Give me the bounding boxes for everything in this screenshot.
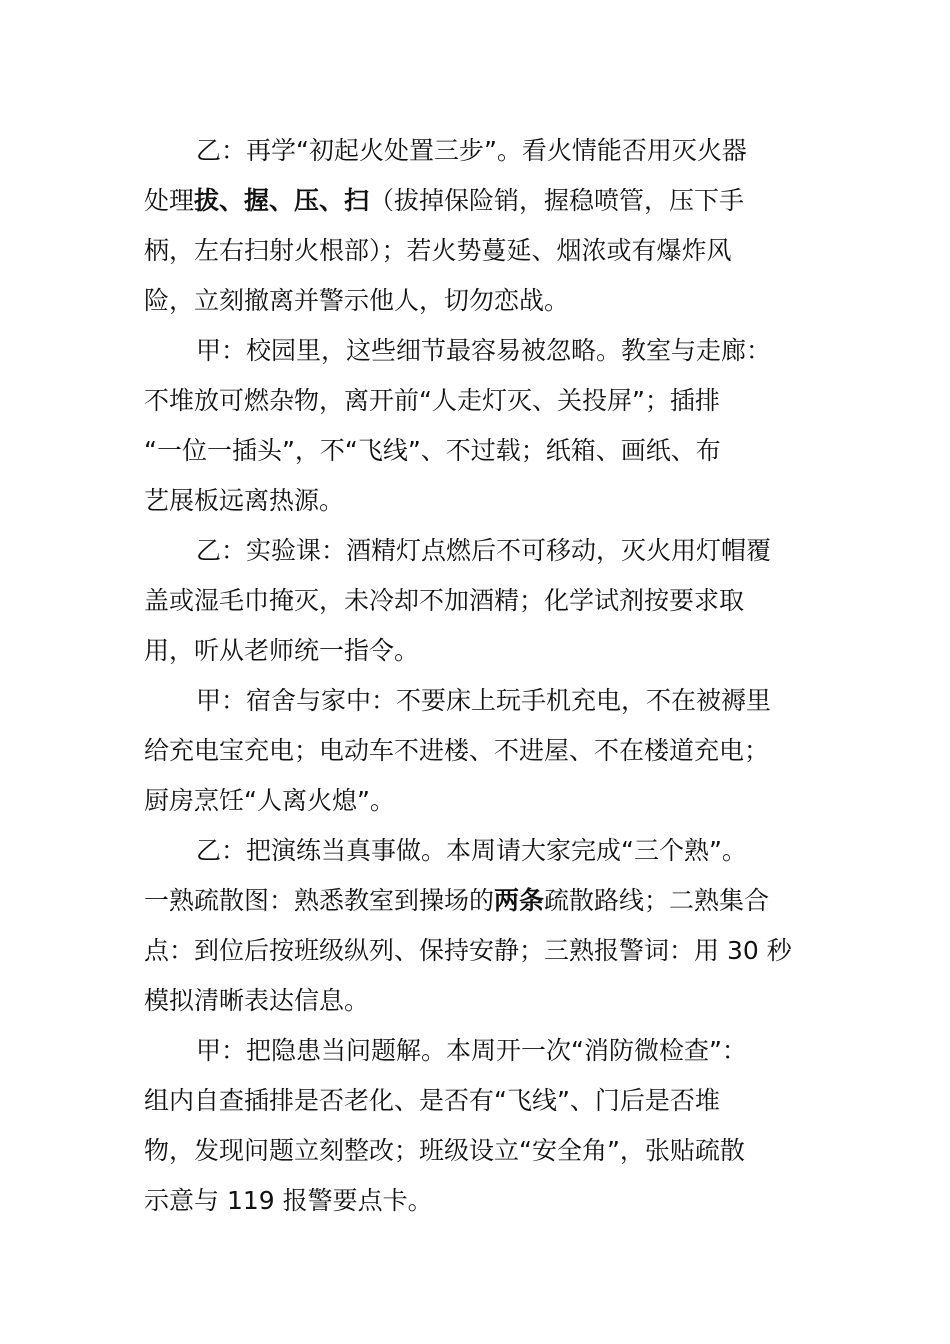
text-segment: “一位一插头”，不“飞线”、不过载；纸箱、画纸、布 <box>144 436 721 465</box>
text-segment: 乙：实验课：酒精灯点燃后不可移动，灭火用灯帽覆 <box>196 536 772 565</box>
text-line <box>144 886 769 916</box>
text-segment: 甲：把隐患当问题解。本周开一次“消防微检查”： <box>196 1036 747 1065</box>
text-segment: 乙：把演练当真事做。本周请大家完成“三个熟”。 <box>196 836 747 865</box>
text-segment: 疏散路线；二熟集合 <box>544 886 770 915</box>
text-line <box>196 1036 747 1066</box>
text-line <box>144 1186 433 1216</box>
text-line <box>144 736 769 766</box>
text-segment: 艺展板远离热源。 <box>144 486 345 515</box>
text-line <box>144 186 744 216</box>
text-line <box>144 236 732 266</box>
text-segment: 不堆放可燃杂物，离开前“人走灯灭、关投屏”；插排 <box>144 386 720 415</box>
text-segment: 盖或湿毛巾掩灭，未冷却不加酒精；化学试剂按要求取 <box>144 586 745 615</box>
text-segment: （拔掉保险销，握稳喷管，压下手 <box>369 186 745 215</box>
text-segment: 用，听从老师统一指令。 <box>144 636 420 665</box>
text-segment: 厨房烹饪“人离火熄”。 <box>144 786 395 815</box>
text-segment: 乙：再学“初起火处置三步”。看火情能否用灭火器 <box>196 136 747 165</box>
text-line <box>144 986 369 1016</box>
text-line <box>144 1136 745 1166</box>
text-line <box>144 786 395 816</box>
text-segment: 示意与 119 报警要点卡。 <box>144 1186 433 1215</box>
text-line <box>196 686 771 716</box>
text-line <box>144 586 744 616</box>
text-segment: 甲：宿舍与家中：不要床上玩手机充电，不在被褥里 <box>196 686 772 715</box>
text-segment: 甲：校园里，这些细节最容易被忽略。教室与走廊： <box>196 336 772 365</box>
text-line <box>144 436 721 466</box>
bold-text: 两条 <box>494 886 545 915</box>
text-line <box>196 136 747 166</box>
text-segment: 给充电宝充电；电动车不进楼、不进屋、不在楼道充电； <box>144 736 770 765</box>
text-segment: 点：到位后按班级纵列、保持安静；三熟报警词：用 30 秒 <box>144 936 792 965</box>
text-line <box>196 336 771 366</box>
bold-text: 拔、握、压、扫 <box>194 186 370 215</box>
text-segment: 一熟疏散图：熟悉教室到操场的 <box>144 886 495 915</box>
text-segment: 处理 <box>144 186 195 215</box>
text-line <box>196 536 771 566</box>
text-line <box>144 486 344 516</box>
text-line <box>144 1086 720 1116</box>
text-segment: 柄，左右扫射火根部）；若火势蔓延、烟浓或有爆炸风 <box>144 236 732 265</box>
text-line <box>144 936 792 966</box>
text-segment: 物，发现问题立刻整改；班级设立“安全角”，张贴疏散 <box>144 1136 745 1165</box>
text-segment: 险，立刻撤离并警示他人，切勿恋战。 <box>144 286 570 315</box>
text-line <box>144 286 569 316</box>
text-segment: 组内自查插排是否老化、是否有“飞线”、门后是否堆 <box>144 1086 720 1115</box>
text-line <box>144 386 720 416</box>
text-segment: 模拟清晰表达信息。 <box>144 986 370 1015</box>
text-line <box>144 636 419 666</box>
text-line <box>196 836 747 866</box>
